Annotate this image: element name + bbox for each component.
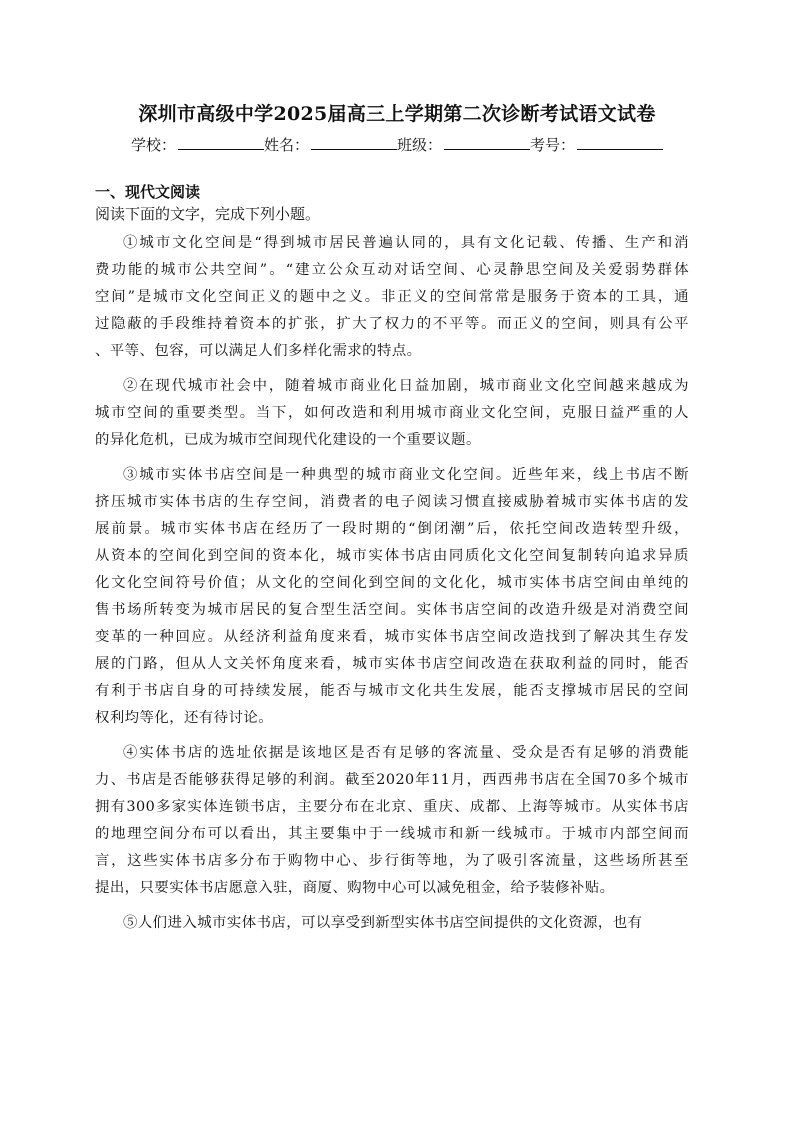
passage-line: 展前景。城市实体书店在经历了一段时期的“倒闭潮”后，依托空间改造转型升级， bbox=[95, 521, 689, 537]
passage-line: 化文化空间符号价值；从文化的空间化到空间的文化化，城市实体书店空间由单纯的 bbox=[95, 575, 689, 591]
exam-number-blank bbox=[577, 133, 663, 150]
passage-line: 的地理空间分布可以看出，其主要集中于一线城市和新一线城市。于城市内部空间而 bbox=[95, 826, 689, 842]
class-label: 班级： bbox=[397, 136, 443, 154]
reading-instruction: 阅读下面的文字，完成下列小题。 bbox=[95, 205, 321, 223]
passage-line: 售书场所转变为城市居民的复合型生活空间。实体书店空间的改造升级是对消费空间 bbox=[95, 602, 689, 618]
passage-line: 展的门路，但从人文关怀角度来看，城市实体书店空间改造在获取利益的同时，能否 bbox=[95, 656, 689, 672]
student-info-row bbox=[0, 133, 794, 157]
passage-line: 变革的一种回应。从经济利益角度来看，城市实体书店空间改造找到了解决其生存发 bbox=[95, 629, 689, 645]
passage-line: ③城市实体书店空间是一种典型的城市商业文化空间。近些年来，线上书店不断 bbox=[123, 467, 689, 483]
passage-line: 提出，只要实体书店愿意入驻，商厦、购物中心可以减免租金，给予装修补贴。 bbox=[95, 880, 615, 896]
name-label: 姓名： bbox=[263, 136, 309, 154]
passage-paragraph-2 bbox=[95, 373, 689, 454]
exam-number-label: 考号： bbox=[530, 136, 576, 154]
school-field bbox=[131, 133, 264, 157]
class-field bbox=[397, 133, 530, 157]
passage-line: 费功能的城市公共空间”。“建立公众互动对话空间、心灵静思空间及关爱弱势群体 bbox=[95, 262, 689, 278]
passage-line: ④实体书店的选址依据是该地区是否有足够的客流量、受众是否有足够的消费能 bbox=[123, 745, 689, 761]
school-blank bbox=[178, 133, 264, 150]
passage-paragraph-5 bbox=[95, 910, 689, 937]
class-blank bbox=[444, 133, 530, 150]
passage-line: 有利于书店自身的可持续发展，能否与城市文化共生发展，能否支撑城市居民的空间 bbox=[95, 683, 689, 699]
passage-line: 挤压城市实体书店的生存空间，消费者的电子阅读习惯直接威胁着城市实体书店的发 bbox=[95, 494, 689, 510]
passage-line: 城市空间的重要类型。当下，如何改造和利用城市商业文化空间，克服日益严重的人 bbox=[95, 405, 689, 421]
passage-paragraph-1 bbox=[95, 230, 689, 365]
passage-line: 、平等、包容，可以满足人们多样化需求的特点。 bbox=[95, 343, 422, 359]
passage-line: ⑤人们进入城市实体书店，可以享受到新型实体书店空间提供的文化资源，也有 bbox=[123, 915, 643, 931]
passage-line: 拥有300多家实体连锁书店，主要分布在北京、重庆、成都、上海等城市。从实体书店 bbox=[95, 799, 689, 815]
name-field bbox=[264, 133, 397, 157]
passage-line: 从资本的空间化到空间的资本化，城市实体书店由同质化文化空间复制转向追求异质 bbox=[95, 548, 689, 564]
passage-line: 空间”是城市文化空间正义的题中之义。非正义的空间常常是服务于资本的工具，通 bbox=[95, 289, 689, 305]
name-blank bbox=[311, 133, 397, 150]
page-title: 深圳市高级中学2025届高三上学期第二次诊断考试语文试卷 bbox=[138, 103, 656, 125]
passage-line: 的异化危机，已成为城市空间现代化建设的一个重要议题。 bbox=[95, 432, 481, 448]
school-label: 学校： bbox=[130, 136, 176, 154]
passage-line: 过隐蔽的手段维持着资本的扩张，扩大了权力的不平等。而正义的空间，则具有公平 bbox=[95, 316, 689, 332]
passage-line: 权利均等化，还有待讨论。 bbox=[95, 710, 274, 726]
section-heading: 一、现代文阅读 bbox=[95, 183, 201, 201]
passage-paragraph-4 bbox=[95, 740, 689, 902]
reading-passage bbox=[95, 230, 689, 945]
passage-line: 言，这些实体书店多分布于购物中心、步行街等地，为了吸引客流量，这些场所甚至 bbox=[95, 853, 689, 869]
passage-paragraph-3 bbox=[95, 462, 689, 732]
passage-line: ①城市文化空间是“得到城市居民普遍认同的，具有文化记载、传播、生产和消 bbox=[123, 235, 689, 251]
passage-line: 力、书店是否能够获得足够的利润。截至2020年11月，西西弗书店在全国70多个城市 bbox=[95, 772, 689, 788]
passage-line: ②在现代城市社会中，随着城市商业化日益加剧，城市商业文化空间越来越成为 bbox=[123, 378, 689, 394]
exam-number-field bbox=[530, 133, 663, 157]
